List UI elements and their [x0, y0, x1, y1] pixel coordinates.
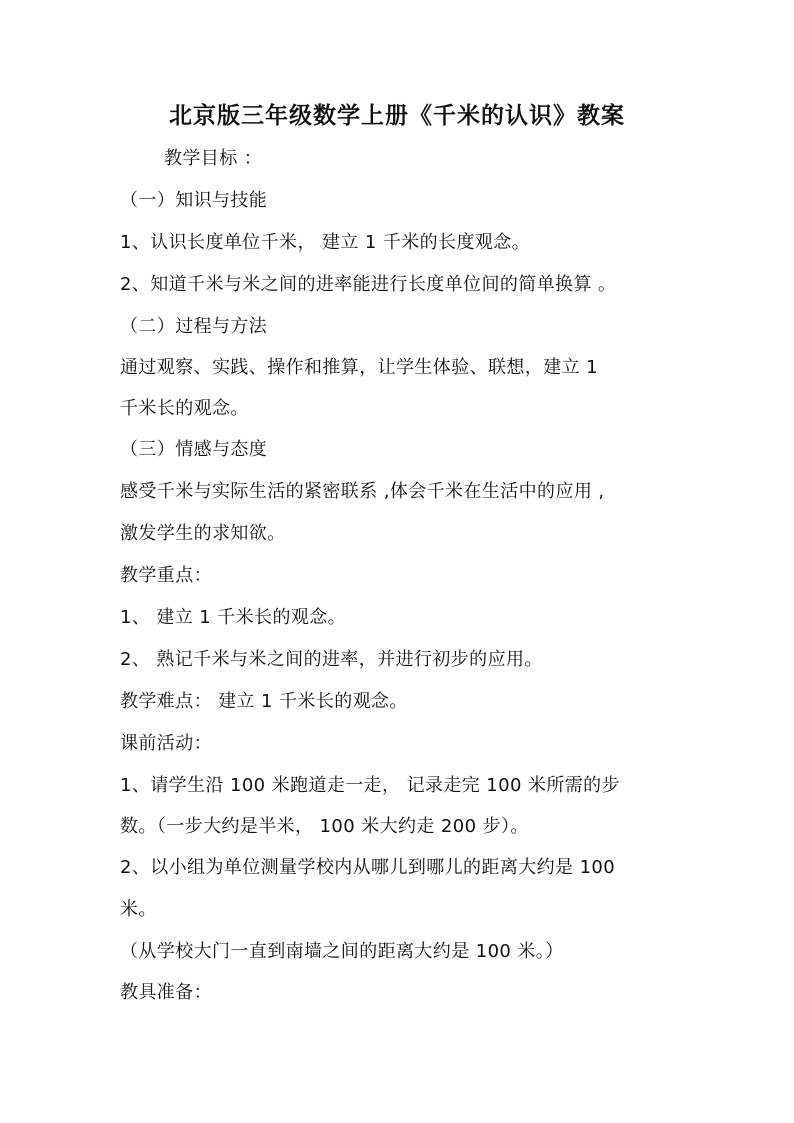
paragraph-line: 1、认识长度单位千米， 建立 1 千米的长度观念。 [120, 232, 531, 253]
paragraph-line: 1、请学生沿 100 米跑道走一走， 记录走完 100 米所需的步 [120, 775, 620, 796]
section-heading-difficulty: 教学难点： 建立 1 千米长的观念。 [120, 691, 408, 712]
paragraph-line: 感受千米与实际生活的紧密联系 ,体会千米在生活中的应用 , [120, 481, 605, 502]
paragraph-line: 1、 建立 1 千米长的观念。 [120, 607, 347, 628]
paragraph-line: 激发学生的求知欲。 [120, 523, 286, 544]
section-heading-teaching-aids: 教具准备： [120, 982, 212, 1003]
paragraph-line: 2、 熟记千米与米之间的进率，并进行初步的应用。 [120, 649, 543, 670]
paragraph-line: 米。 [120, 899, 157, 920]
document-title: 北京版三年级数学上册《千米的认识》教案 [169, 103, 625, 129]
section-heading-key-points: 教学重点： [120, 565, 212, 586]
paragraph-line: 2、知道千米与米之间的进率能进行长度单位间的简单换算 。 [120, 274, 617, 295]
subsection-heading-process: （二）过程与方法 [120, 316, 268, 337]
subsection-heading-attitude: （三）情感与态度 [120, 439, 268, 460]
paragraph-line: （从学校大门一直到南墙之间的距离大约是 100 米。） [120, 941, 564, 962]
section-heading-pre-class: 课前活动： [120, 733, 212, 754]
paragraph-line: 数。（一步大约是半米， 100 米大约走 200 步）。 [120, 816, 529, 837]
subsection-heading-knowledge: （一）知识与技能 [120, 190, 268, 211]
section-heading-teaching-goals: 教学目标 ： [164, 148, 263, 169]
paragraph-line: 通过观察、实践、操作和推算，让学生体验、联想，建立 1 [120, 357, 598, 378]
paragraph-line: 2、以小组为单位测量学校内从哪儿到哪儿的距离大约是 100 [120, 857, 616, 878]
paragraph-line: 千米长的观念。 [120, 398, 249, 419]
